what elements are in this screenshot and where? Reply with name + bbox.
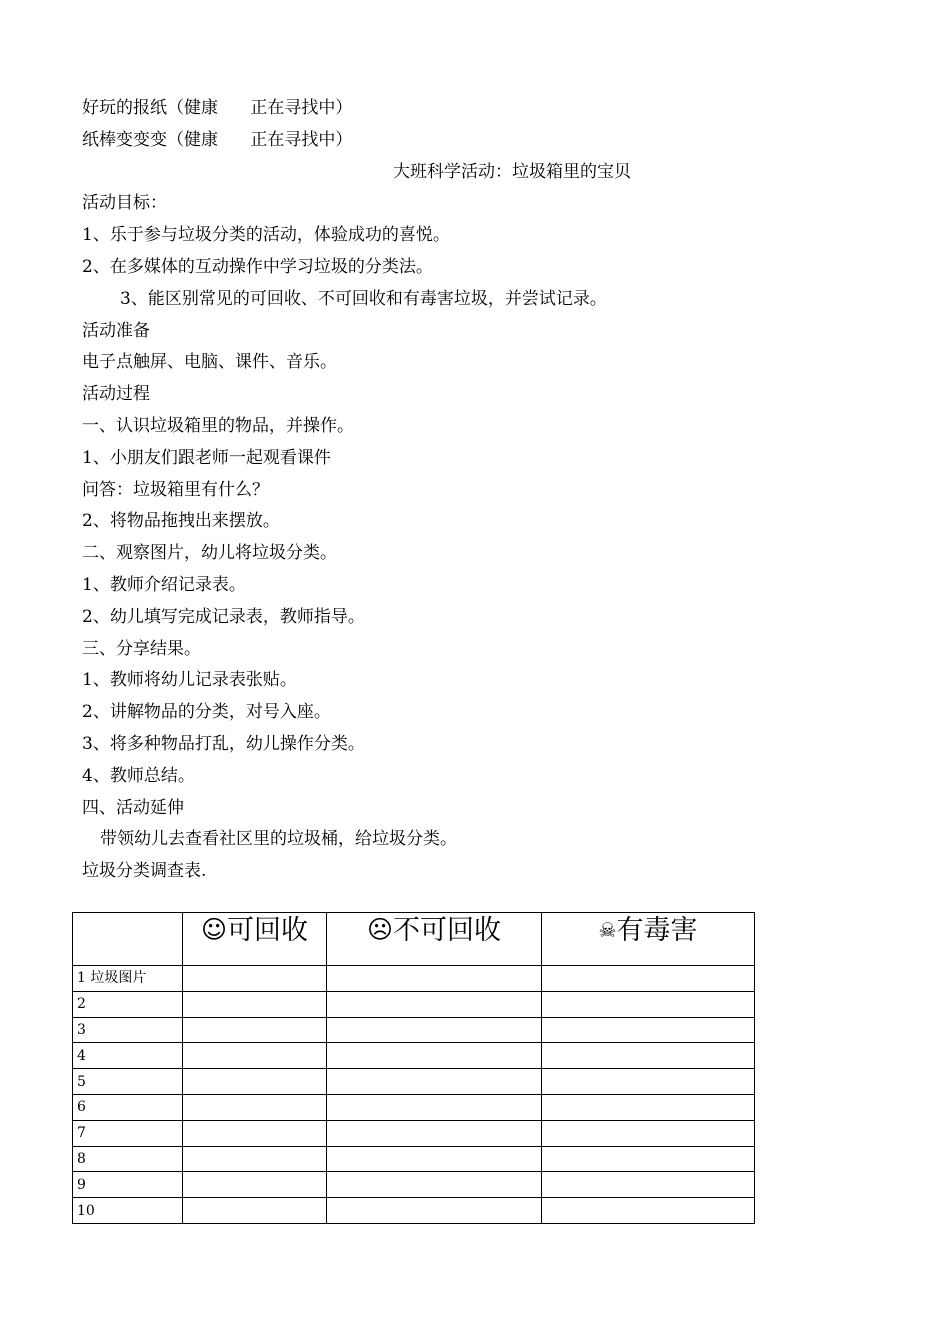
hazardous-cell[interactable] — [542, 991, 755, 1017]
non-recyclable-cell[interactable] — [327, 1043, 542, 1069]
text-line: 活动准备 — [82, 320, 150, 341]
recyclable-cell[interactable] — [183, 1094, 327, 1120]
survey-header-non-recyclable — [327, 913, 542, 966]
hazardous-cell[interactable] — [542, 1198, 755, 1224]
row-label-cell: 8 — [73, 1146, 183, 1172]
non-recyclable-cell[interactable] — [327, 966, 542, 992]
text-line: 4、教师总结。 — [82, 765, 195, 786]
text-line: 1、教师将幼儿记录表张贴。 — [82, 670, 297, 691]
text-line: 2、讲解物品的分类，对号入座。 — [82, 702, 331, 723]
skull-crossbones-icon: ☠ — [598, 918, 617, 942]
text-line: 四、活动延伸 — [82, 797, 184, 818]
text-line: 电子点触屏、电脑、课件、音乐。 — [82, 352, 337, 373]
table-row — [73, 1198, 755, 1224]
recyclable-cell[interactable] — [183, 1069, 327, 1095]
text-line: 1、乐于参与垃圾分类的活动，体验成功的喜悦。 — [82, 225, 450, 246]
text-line: 活动目标： — [82, 193, 167, 214]
text-line: 二、观察图片，幼儿将垃圾分类。 — [82, 543, 337, 564]
non-recyclable-cell[interactable] — [327, 991, 542, 1017]
hazardous-cell[interactable] — [542, 1094, 755, 1120]
row-label-cell: 4 — [73, 1043, 183, 1069]
garbage-survey-table — [72, 912, 755, 1224]
row-label-cell: 10 — [73, 1198, 183, 1224]
text-line: 1、教师介绍记录表。 — [82, 574, 246, 595]
row-label-cell: 9 — [73, 1172, 183, 1198]
table-row — [73, 1094, 755, 1120]
text-line: 3、能区别常见的可回收、不可回收和有毒害垃圾，并尝试记录。 — [120, 288, 607, 309]
table-row — [73, 1120, 755, 1146]
text-line: 纸棒变变变（健康 正在寻找中） — [82, 129, 353, 150]
recyclable-cell[interactable] — [183, 1198, 327, 1224]
survey-header-blank — [73, 913, 183, 966]
text-line: 2、幼儿填写完成记录表，教师指导。 — [82, 606, 365, 627]
non-recyclable-cell[interactable] — [327, 1069, 542, 1095]
text-line: 垃圾分类调查表. — [82, 861, 207, 882]
row-label-cell: 1 垃圾图片 — [73, 966, 183, 992]
recyclable-cell[interactable] — [183, 1146, 327, 1172]
text-line: 3、将多种物品打乱，幼儿操作分类。 — [82, 733, 365, 754]
document-body — [82, 93, 882, 888]
recyclable-cell[interactable] — [183, 1120, 327, 1146]
non-recyclable-cell[interactable] — [327, 1120, 542, 1146]
non-recyclable-cell[interactable] — [327, 1146, 542, 1172]
text-line: 活动过程 — [82, 384, 150, 405]
text-line: 带领幼儿去查看社区里的垃圾桶，给垃圾分类。 — [100, 829, 457, 850]
recyclable-cell[interactable] — [183, 966, 327, 992]
survey-table-body — [73, 966, 755, 1224]
text-line: 2、将物品拖拽出来摆放。 — [82, 511, 280, 532]
smiley-face-icon: ☺ — [200, 915, 228, 944]
table-row — [73, 1172, 755, 1198]
recyclable-cell[interactable] — [183, 991, 327, 1017]
hazardous-cell[interactable] — [542, 1172, 755, 1198]
table-row — [73, 966, 755, 992]
table-row — [73, 1069, 755, 1095]
table-row — [73, 1146, 755, 1172]
row-label-cell: 5 — [73, 1069, 183, 1095]
text-line: 2、在多媒体的互动操作中学习垃圾的分类法。 — [82, 256, 433, 277]
table-row — [73, 1017, 755, 1043]
hazardous-cell[interactable] — [542, 1069, 755, 1095]
hazardous-cell[interactable] — [542, 1146, 755, 1172]
text-line: 三、分享结果。 — [82, 638, 201, 659]
frowning-face-icon: ☹ — [366, 915, 394, 944]
hazardous-cell[interactable] — [542, 1120, 755, 1146]
recyclable-cell[interactable] — [183, 1017, 327, 1043]
hazardous-cell[interactable] — [542, 1017, 755, 1043]
survey-header-label: 有毒害 — [616, 915, 698, 946]
non-recyclable-cell[interactable] — [327, 1017, 542, 1043]
table-row — [73, 1043, 755, 1069]
survey-header-hazardous — [542, 913, 755, 966]
survey-header-recyclable — [183, 913, 327, 966]
hazardous-cell[interactable] — [542, 1043, 755, 1069]
text-line: 一、认识垃圾箱里的物品，并操作。 — [82, 415, 354, 436]
non-recyclable-cell[interactable] — [327, 1094, 542, 1120]
survey-header-label: 不可回收 — [393, 915, 502, 946]
survey-header-row — [73, 913, 755, 966]
recyclable-cell[interactable] — [183, 1043, 327, 1069]
row-label-cell: 6 — [73, 1094, 183, 1120]
table-row — [73, 991, 755, 1017]
activity-title: 大班科学活动：垃圾箱里的宝贝 — [393, 161, 631, 182]
recyclable-cell[interactable] — [183, 1172, 327, 1198]
hazardous-cell[interactable] — [542, 966, 755, 992]
text-line: 问答：垃圾箱里有什么？ — [82, 479, 269, 500]
row-label-cell: 2 — [73, 991, 183, 1017]
row-label-cell: 7 — [73, 1120, 183, 1146]
non-recyclable-cell[interactable] — [327, 1172, 542, 1198]
row-label-cell: 3 — [73, 1017, 183, 1043]
survey-header-label: 可回收 — [227, 915, 309, 946]
non-recyclable-cell[interactable] — [327, 1198, 542, 1224]
text-line: 1、小朋友们跟老师一起观看课件 — [82, 447, 331, 468]
text-line: 好玩的报纸（健康 正在寻找中） — [82, 98, 353, 118]
